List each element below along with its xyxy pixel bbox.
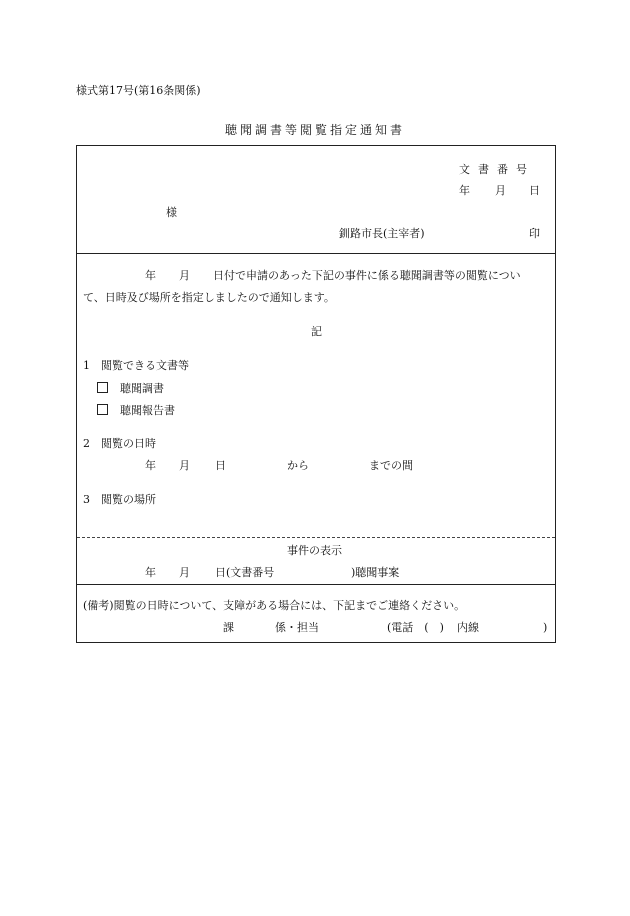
sender-name: 釧路市長(主宰者)	[339, 227, 425, 240]
intro-line-1: 日付で申請のあった下記の事件に係る聴聞調書等の閲覧につい	[213, 269, 521, 282]
date-year: 年	[459, 184, 470, 197]
remarks-section: 課	[223, 621, 234, 634]
document-title: 聴聞調書等閲覧指定通知書	[224, 123, 405, 137]
item2-until: までの間	[369, 459, 413, 472]
remarks-close: )	[543, 621, 548, 634]
checkbox-icon	[97, 382, 108, 393]
item2-month: 月	[179, 459, 190, 472]
intro-year: 年	[145, 269, 156, 282]
remarks-extension: 内線	[457, 621, 479, 634]
item1-option-chousho: 聴聞調書	[97, 382, 164, 394]
case-suffix: )聴聞事案	[351, 566, 400, 579]
checkbox-icon	[97, 404, 108, 415]
form-frame	[76, 145, 556, 643]
item3-title: 3 閲覧の場所	[83, 493, 156, 506]
divider-dashed	[77, 537, 555, 538]
date-month: 月	[495, 184, 506, 197]
remarks-line-1: (備考)閲覧の日時について、支障がある場合には、下記までご連絡ください。	[83, 599, 466, 612]
intro-month: 月	[179, 269, 190, 282]
case-month: 月	[179, 566, 190, 579]
item2-title: 2 閲覧の日時	[83, 437, 156, 450]
date-day: 日	[529, 184, 540, 197]
case-heading: 事件の表示	[287, 544, 342, 557]
divider-1	[77, 253, 555, 254]
item1-option-houkokusho: 聴聞報告書	[97, 404, 175, 416]
divider-2	[77, 584, 555, 585]
ki-label: 記	[311, 325, 322, 338]
item2-year: 年	[145, 459, 156, 472]
remarks-staff: 係・担当	[275, 621, 319, 634]
doc-number-label: 文書番号	[459, 163, 535, 176]
intro-line-2: て、日時及び場所を指定しましたので通知します。	[83, 291, 335, 304]
seal-mark: 印	[529, 227, 540, 240]
item1-title: 1 閲覧できる文書等	[83, 359, 189, 372]
addressee-sama: 様	[166, 206, 177, 219]
item2-day: 日	[215, 459, 226, 472]
case-day-docnum: 日(文書番号	[215, 566, 275, 579]
form-number: 様式第17号(第16条関係)	[76, 84, 201, 97]
item2-from: から	[287, 459, 309, 472]
case-year: 年	[145, 566, 156, 579]
remarks-phone: (電話 ( )	[387, 621, 444, 634]
